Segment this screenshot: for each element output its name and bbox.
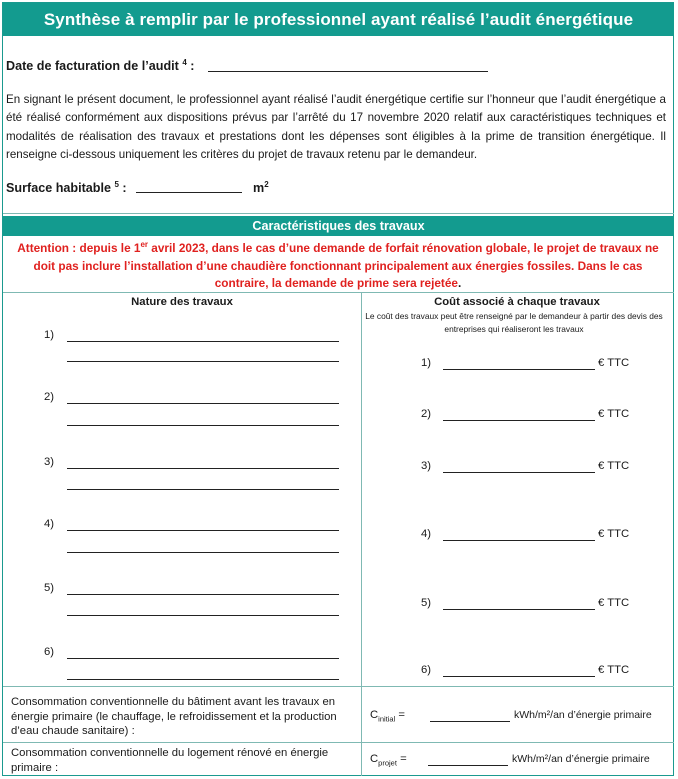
consumption-after-field[interactable] (428, 765, 508, 766)
nature-line[interactable] (67, 658, 339, 659)
intro-paragraph: En signant le présent document, le professionnel ayant réalisé l’audit énergétique certifie sur l’honneur que l’audit énergétique a été réalisé conformément aux dispositions prévus par l’arrêté du 17 novembre 2020 relatif aux caractéristiques techniques et modalités de réalisation des travaux et prestations dont les dépenses sont éligibles à la prime de transition énergétique. Il renseigne ci-dessous uniquement les critères du projet de travaux retenu par le demandeur. (6, 93, 666, 162)
nature-line[interactable] (67, 468, 339, 469)
nature-line[interactable] (67, 403, 339, 404)
nature-line[interactable] (67, 489, 339, 490)
cost-line[interactable] (443, 472, 595, 473)
surface-field[interactable] (136, 192, 242, 193)
nature-row-number: 4) (44, 518, 55, 530)
consumption-unit: kWh/m²/an d’énergie primaire (512, 753, 650, 765)
nature-line[interactable] (67, 552, 339, 553)
cost-row-number: 6) (421, 664, 432, 676)
consumption-unit: kWh/m²/an d’énergie primaire (514, 709, 652, 721)
consumption-before-label: Consommation conventionnelle du bâtiment avant les travaux en énergie primaire (le chauffage, le refroidissement et la production d’eau chaude sanitaire) : (11, 696, 337, 738)
invoice-date-field[interactable] (208, 71, 488, 72)
consumption-after-row: $C_{projet}$ = (370, 753, 407, 768)
surface-colon: : (118, 181, 127, 196)
nature-line[interactable] (67, 530, 339, 531)
surface-row (6, 180, 127, 195)
invoice-date-footnote: 4 (182, 58, 187, 67)
currency-label: € TTC (598, 357, 630, 369)
nature-line[interactable] (67, 361, 339, 362)
cost-row-number: 5) (421, 597, 432, 609)
cost-line[interactable] (443, 540, 595, 541)
form-title: Synthèse à remplir par le professionnel ayant réalisé l’audit énergétique (3, 3, 674, 36)
column-header-cost: Coût associé à chaque travaux (434, 296, 600, 308)
consumption-before-field[interactable] (430, 721, 510, 722)
works-section-title: Caractéristiques des travaux (3, 216, 674, 236)
invoice-date-colon: : (186, 59, 195, 74)
cost-line[interactable] (443, 420, 595, 421)
nature-row-number: 3) (44, 456, 55, 468)
invoice-date-row (6, 58, 195, 73)
nature-row-number: 6) (44, 646, 55, 658)
nature-line[interactable] (67, 679, 339, 680)
table-row-divider-2 (3, 742, 674, 743)
currency-label: € TTC (598, 528, 630, 540)
surface-label: Surface habitable (6, 181, 111, 196)
table-column-divider (361, 292, 362, 776)
currency-label: € TTC (598, 408, 630, 420)
cost-row-number: 4) (421, 528, 432, 540)
warning-text: Attention : depuis le 1er avril 2023, dans le cas d’une demande de forfait rénovation globale, le projet de travaux ne doit pas inclure l’installation d’une chaudière fonctionnant principalement aux énergies fossiles. Dans le cas contraire, la demande de prime sera rejetée. (17, 240, 659, 291)
nature-line[interactable] (67, 425, 339, 426)
cost-line[interactable] (443, 609, 595, 610)
cost-row-number: 1) (421, 357, 432, 369)
currency-label: € TTC (598, 664, 630, 676)
cost-line[interactable] (443, 369, 595, 370)
nature-row-number: 5) (44, 582, 55, 594)
currency-label: € TTC (598, 460, 630, 472)
surface-footnote: 5 (114, 180, 119, 189)
column-header-nature: Nature des travaux (131, 296, 233, 308)
nature-row-number: 1) (44, 329, 55, 341)
nature-line[interactable] (67, 615, 339, 616)
cost-line[interactable] (443, 676, 595, 677)
section-divider (3, 213, 674, 214)
nature-line[interactable] (67, 341, 339, 342)
currency-label: € TTC (598, 597, 630, 609)
table-row-divider-1 (3, 686, 674, 687)
table-top-border (3, 292, 674, 293)
nature-line[interactable] (67, 594, 339, 595)
cost-note: Le coût des travaux peut être renseigné par le demandeur à partir des devis des entreprises qui réaliseront les travaux (365, 311, 663, 334)
nature-row-number: 2) (44, 391, 55, 403)
surface-unit: $m^2$ (253, 180, 269, 196)
consumption-after-label: Consommation conventionnelle du logement rénové en énergie primaire : (11, 747, 329, 774)
cost-row-number: 2) (421, 408, 432, 420)
cost-row-number: 3) (421, 460, 432, 472)
consumption-before-row: $C_{initial}$ = (370, 709, 406, 724)
invoice-date-label: Date de facturation de l’audit (6, 59, 179, 74)
